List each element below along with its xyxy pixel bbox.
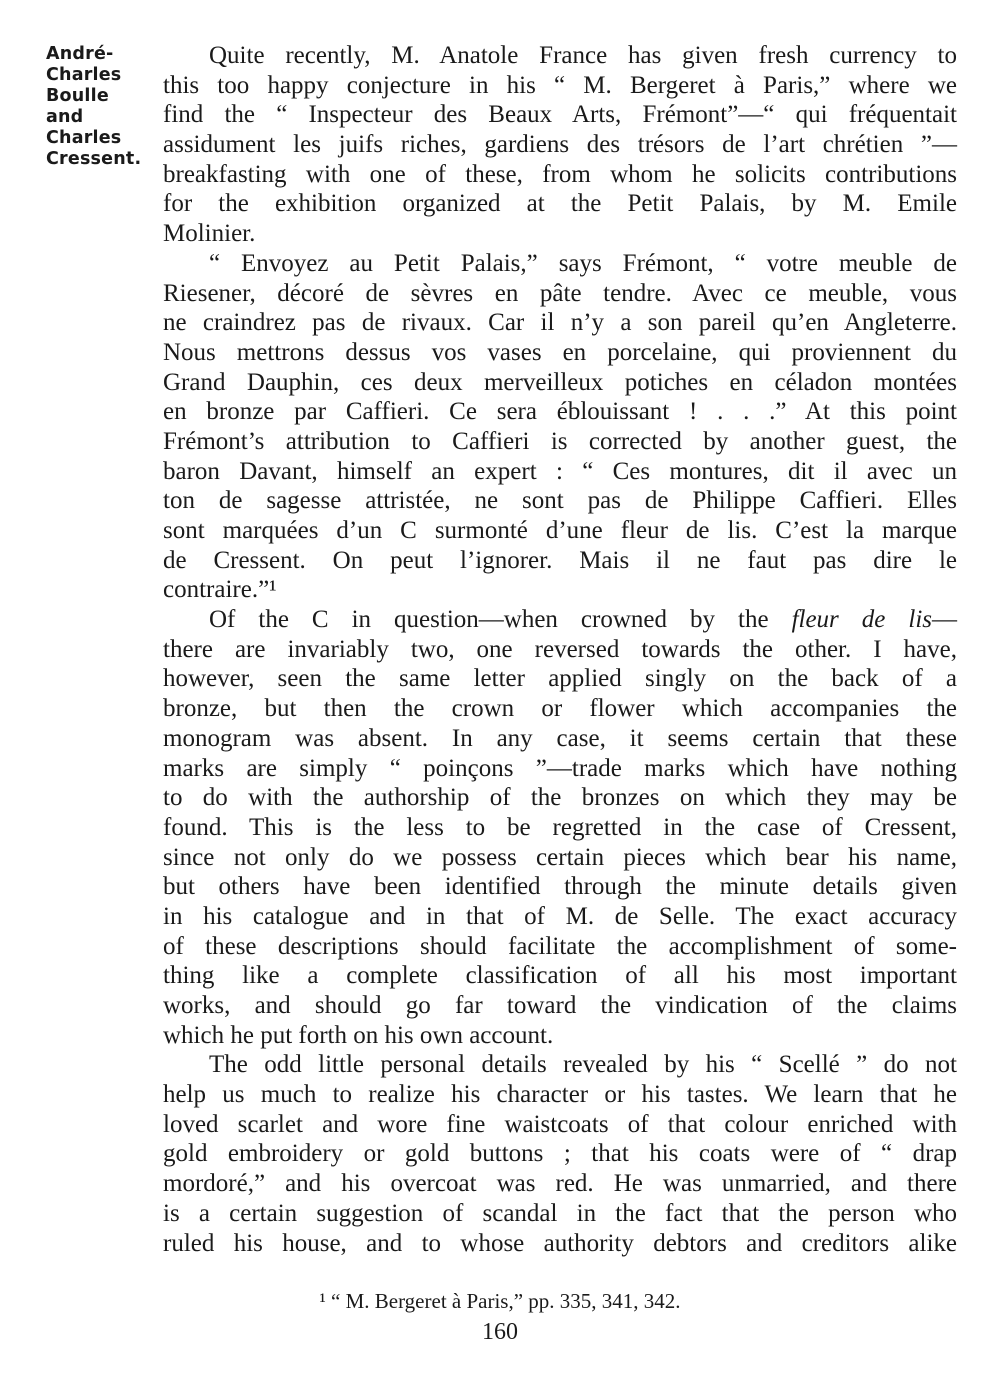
text-line: assidument les juifs riches, gardiens des trésors de l’art chrétien ”— (163, 131, 957, 159)
text-line: of these descriptions should facilitate the accomplishment of some- (163, 932, 957, 960)
text-line: de Cressent. On peut l’ignorer. Mais il ne faut pas dire le (163, 546, 957, 574)
text-line: ton de sagesse attristée, ne sont pas de Philippe Caffieri. Elles (163, 487, 957, 515)
text-line: which he put forth on his own account. (163, 1021, 554, 1049)
text-line: there are invariably two, one reversed towards the other. I have, (163, 635, 957, 663)
margin-note (46, 44, 158, 170)
text-line: en bronze par Caffieri. Ce sera éblouissant ! . . .” At this point (163, 398, 957, 426)
text-line: since not only do we possess certain pieces which bear his name, (163, 843, 957, 871)
text-line: Of the C in question—when crowned by the fleur de lis— (209, 606, 958, 634)
text-line: mordoré,” and his overcoat was red. He was unmarried, and there (163, 1170, 957, 1198)
text-line: in his catalogue and in that of M. de Selle. The exact accuracy (163, 902, 957, 930)
text-line: Riesener, décoré de sèvres en pâte tendre. Avec ce meuble, vous (163, 279, 957, 307)
footnote: ¹ “ M. Bergeret à Paris,” pp. 335, 341, 342. (319, 1289, 681, 1313)
text-line: breakfasting with one of these, from whom he solicits contributions (163, 160, 957, 188)
text-line: Nous mettrons dessus vos vases en porcelaine, qui proviennent du (163, 338, 957, 366)
text-line: works, and should go far toward the vindication of the claims (163, 992, 957, 1019)
text-line: Molinier. (163, 220, 256, 248)
text-line: to do with the authorship of the bronzes on which they may be (163, 784, 957, 812)
text-line: this too happy conjecture in his “ M. Bergeret à Paris,” where we (163, 71, 957, 99)
margin-note-line: Charles (46, 128, 122, 148)
text-line: help us much to realize his character or his tastes. We learn that he (163, 1081, 957, 1109)
text-line: “ Envoyez au Petit Palais,” says Frémont, “ votre meuble de (209, 249, 957, 277)
text-line: monogram was absent. In any case, it seems certain that these (163, 724, 957, 752)
text-line: Grand Dauphin, ces deux merveilleux potiches en céladon montées (163, 368, 957, 396)
text-line: found. This is the less to be regretted in the case of Cressent, (163, 813, 957, 841)
text-line: Quite recently, M. Anatole France has given fresh currency to (209, 42, 957, 69)
text-line: find the “ Inspecteur des Beaux Arts, Frémont”—“ qui fréquentait (163, 101, 957, 129)
text-line: marks are simply “ poinçons ”—trade marks which have nothing (163, 754, 957, 782)
text-line: baron Davant, himself an expert : “ Ces montures, dit il avec un (163, 457, 957, 485)
text-line: but others have been identified through the minute details given (163, 873, 957, 901)
text-line: loved scarlet and wore fine waistcoats of that colour enriched with (163, 1110, 957, 1138)
page-number: 160 (482, 1319, 518, 1345)
text-line: The odd little personal details revealed by his “ Scellé ” do not (209, 1051, 957, 1079)
margin-note-line: Boulle (46, 86, 109, 106)
text-line: gold embroidery or gold buttons ; that his coats were of “ drap (163, 1140, 957, 1168)
text-line: ne craindrez pas de rivaux. Car il n’y a son pareil qu’en Angleterre. (163, 309, 957, 337)
text-line: Frémont’s attribution to Caffieri is corrected by another guest, the (163, 427, 957, 455)
margin-note-line: and (46, 107, 84, 127)
italic-phrase: fleur de lis (791, 606, 933, 634)
text-line: is a certain suggestion of scandal in the fact that the person who (163, 1199, 957, 1227)
text-line: for the exhibition organized at the Petit Palais, by M. Emile (163, 190, 957, 218)
text-line: however, seen the same letter applied singly on the back of a (163, 665, 957, 693)
text-line: thing like a complete classification of all his most important (163, 962, 957, 990)
text-line: sont marquées d’un C surmonté d’une fleur de lis. C’est la marque (163, 517, 957, 544)
margin-note-line: Cressent. (46, 149, 142, 169)
margin-note-line: André- (46, 44, 114, 64)
text-line: bronze, but then the crown or flower which accompanies the (163, 695, 957, 723)
text-line: ruled his house, and to whose authority debtors and creditors alike (163, 1229, 957, 1257)
body-text (163, 41, 957, 1258)
margin-note-line: Charles (46, 65, 122, 85)
text-line: contraire.”¹ (163, 576, 277, 604)
